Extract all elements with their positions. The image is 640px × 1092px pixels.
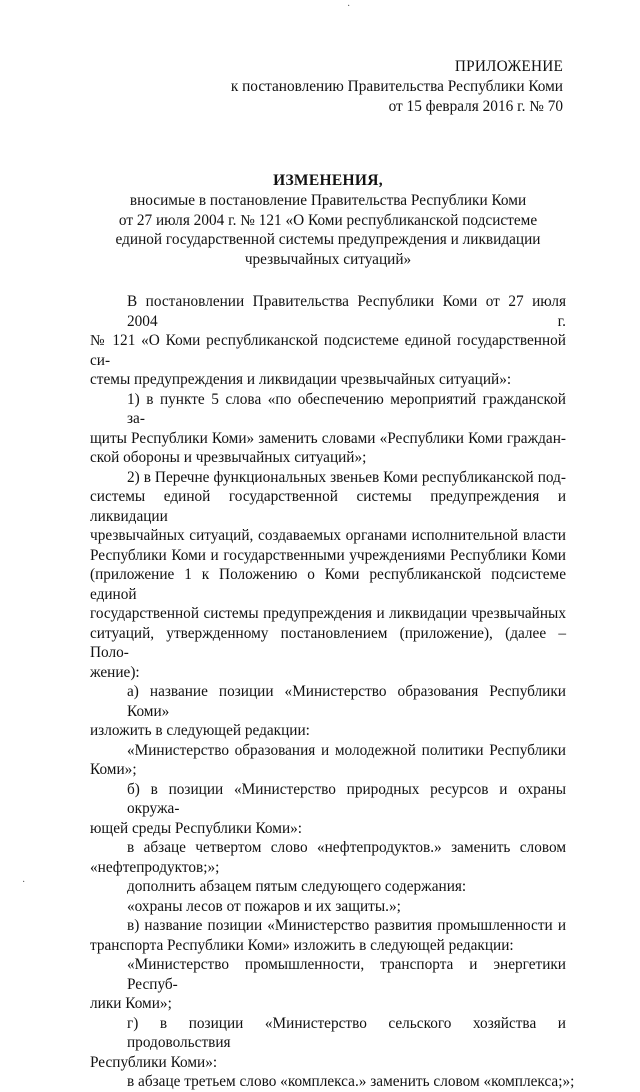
appendix-header — [231, 57, 563, 117]
appendix-resolution-ref: к постановлению Правительства Республики Коми — [230, 78, 563, 95]
body-line: в абзаце четвертом слово «нефтепродуктов.» заменить словом — [127, 839, 566, 856]
body-line: дополнить абзацем пятым следующего содержания: — [127, 878, 467, 895]
body-line: ющей среды Республики Коми»: — [90, 819, 303, 837]
document-subtitle-line: от 27 июля 2004 г. № 121 «О Коми республиканской подсистеме — [118, 211, 538, 229]
document-subtitle-line: чрезвычайных ситуаций» — [244, 250, 412, 268]
body-line: 2) в Перечне функциональных звеньев Коми республиканской под- — [127, 468, 566, 486]
body-line: Республики Коми и государственными учреждениями Республики Коми — [90, 546, 566, 564]
scan-speck: · — [347, 1, 351, 12]
body-line: изложить в следующей редакции: — [90, 722, 310, 739]
appendix-label: ПРИЛОЖЕНИЕ — [454, 58, 563, 75]
body-line: (приложение 1 к Положению о Коми республиканской подсистеме единой — [90, 566, 566, 603]
body-line: «нефтепродуктов;»; — [90, 858, 220, 876]
body-line: ситуаций, утвержденному постановлением (приложение), (далее – Поло- — [90, 624, 566, 661]
body-line: в) название позиции «Министерство развития промышленности и — [127, 917, 566, 934]
body-line: «Министерство промышленности, транспорта и энергетики Респуб- — [127, 956, 566, 993]
body-line: б) в позиции «Министерство природных ресурсов и охраны окружа- — [127, 780, 566, 817]
body-line: 1) в пункте 5 слова «по обеспечению мероприятий гражданской за- — [127, 390, 566, 427]
body-line: в абзаце третьем слово «комплекса.» заменить словом «комплекса;»; — [127, 1073, 575, 1090]
scan-speck: · — [22, 877, 26, 888]
document-subtitle-line: вносимые в постановление Правительства Республики Коми — [129, 192, 527, 209]
body-line: В постановлении Правительства Республики Коми от 27 июля 2004 г. — [127, 293, 566, 330]
document-body — [90, 292, 575, 1092]
body-line: транспорта Республики Коми» изложить в следующей редакции: — [90, 936, 514, 954]
body-line: «охраны лесов от пожаров и их защиты.»; — [127, 897, 401, 915]
body-line: жение): — [90, 663, 140, 681]
body-line: системы единой государственной системы предупреждения и ликвидации — [90, 488, 566, 525]
appendix-resolution-date: от 15 февраля 2016 г. № 70 — [388, 98, 563, 115]
document-subtitle-line: единой государственной системы предупреждения и ликвидации — [115, 231, 541, 249]
body-line: щиты Республики Коми» заменить словами «Республики Коми граждан- — [90, 429, 566, 447]
body-line: г) в позиции «Министерство сельского хозяйства и продовольствия — [127, 1014, 566, 1051]
document-title-block — [90, 171, 566, 269]
body-line: государственной системы предупреждения и ликвидации чрезвычайных — [90, 605, 566, 622]
body-line: № 121 «О Коми республиканской подсистеме единой государственной си- — [90, 332, 566, 369]
body-line: чрезвычайных ситуаций, создаваемых органами исполнительной власти — [90, 527, 566, 544]
body-line: «Министерство образования и молодежной политики Республики — [127, 741, 566, 759]
body-line: Коми»; — [90, 761, 137, 778]
body-line: ской обороны и чрезвычайных ситуаций»; — [90, 449, 367, 466]
body-line: стемы предупреждения и ликвидации чрезвычайных ситуаций»: — [90, 371, 512, 388]
body-line: лики Коми»; — [90, 995, 172, 1012]
body-line: Республики Коми»: — [90, 1053, 218, 1071]
document-title: ИЗМЕНЕНИЯ, — [273, 172, 383, 189]
body-line: а) название позиции «Министерство образования Республики Коми» — [127, 683, 566, 720]
